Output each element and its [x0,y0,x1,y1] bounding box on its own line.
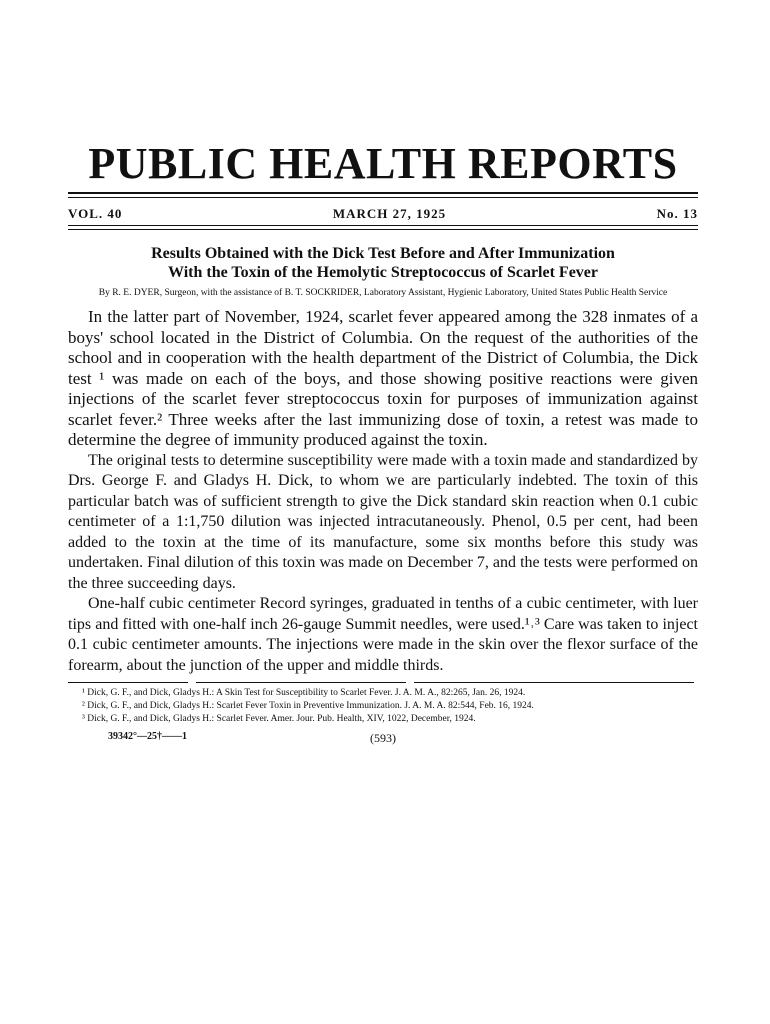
article-byline: By R. E. DYER, Surgeon, with the assistance of B. T. SOCKRIDER, Laboratory Assistant, Hygienic Laboratory, United States Public Health Service [98,288,668,298]
body-paragraph-3: One-half cubic centimeter Record syringes, graduated in tenths of a cubic centimeter, with luer tips and fitted with one-half inch 26-gauge Summit needles, were used.¹˒³ Care was taken to inject 0.1 cubic centimeter amounts. The injections were made in the skin over the flexor surface of the forearm, about the junction of the upper and middle thirds. [68,595,698,674]
issue-rule-bottom [68,229,698,230]
issue-date: MARCH 27, 1925 [332,206,447,221]
print-code: 39342°—25†——1 [108,731,187,742]
body-paragraph-1: In the latter part of November, 1924, scarlet fever appeared among the 328 inmates of a boys' school located in the District of Columbia. On the request of the authorities of the school and in cooperation with the health department of the District of Columbia, the Dick test ¹ was made on each of the boys, and those showing positive reactions were given injections of the scarlet fever streptococcus toxin for purposes of immunization against scarlet fever.² Three weeks after the last immunizing dose of toxin, a retest was made to determine the degree of immunity produced against the toxin. [68,307,698,449]
issue-number: No. 13 [656,206,698,221]
volume-label: VOL. 40 [68,206,123,221]
article-title-line-1: Results Obtained with the Dick Test Before and After Immunization [151,245,615,262]
footnote-2: ² Dick, G. F., and Dick, Gladys H.: Scarlet Fever Toxin in Preventive Immunization. J. A. M. A. 82:544, Feb. 16, 1924. [82,701,534,711]
footnotes [68,687,698,725]
issue-rule-top [68,225,698,226]
article-title-line-2: With the Toxin of the Hemolytic Streptococcus of Scarlet Fever [168,264,598,281]
footnote-separator [68,682,698,683]
body-paragraph-2: The original tests to determine susceptibility were made with a toxin made and standardized by Drs. George F. and Gladys H. Dick, to whom we are particularly indebted. The toxin of this particular batch was of sufficient strength to give the Dick standard skin reaction when 0.1 cubic centimeter of a 1:1,750 dilution was injected intracutaneously. Phenol, 0.5 per cent, had been added to the toxin at the time of its manufacture, some six months before this study was undertaken. Final dilution of this toxin was made on December 7, and the tests were performed on the three succeeding days. [68,451,698,592]
page-number: (593) [370,731,396,745]
masthead-title: PUBLIC HEALTH REPORTS [88,139,678,188]
article-title [68,244,698,282]
footnote-3: ³ Dick, G. F., and Dick, Gladys H.: Scarlet Fever. Amer. Jour. Pub. Health, XIV, 1022, December, 1924. [82,714,476,724]
footnote-1: ¹ Dick, G. F., and Dick, Gladys H.: A Skin Test for Susceptibility to Scarlet Fever. J. A. M. A., 82:265, Jan. 26, 1924. [82,688,526,698]
masthead-rule-bottom [68,197,698,198]
page-footer [68,731,698,745]
issue-line [68,206,698,222]
masthead-rule-top [68,192,698,194]
article-body [68,307,698,676]
document-page [68,140,698,745]
